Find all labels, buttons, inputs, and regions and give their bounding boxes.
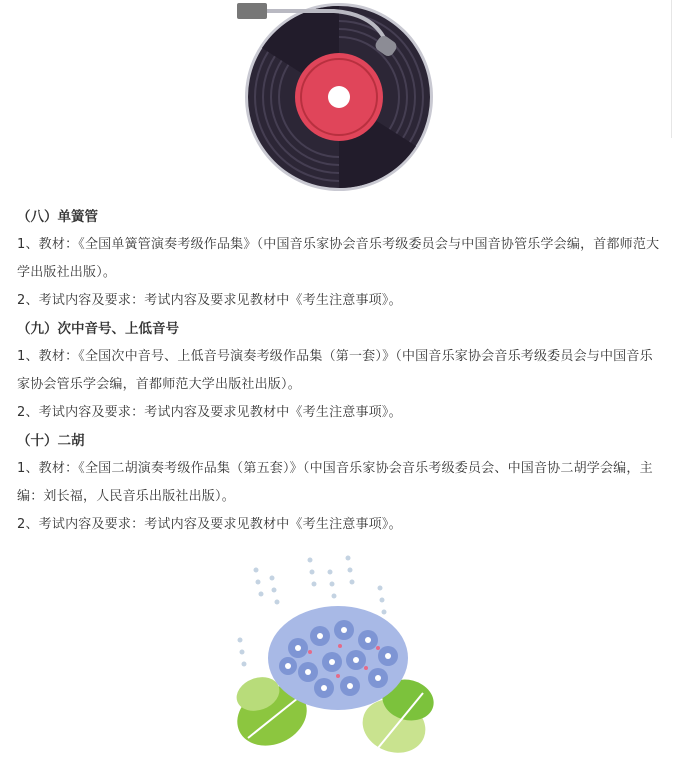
vinyl-record-illustration <box>234 0 444 195</box>
section-title: （十）二胡 <box>17 433 85 449</box>
paragraph: 1、教材：《全国二胡演奏考级作品集（第五套）》（中国音乐家协会音乐考级委员会、中国音协二胡学会编，主编：刘长福，人民音乐出版社出版）。 <box>17 461 653 504</box>
section-title: （八）单簧管 <box>17 209 98 225</box>
paragraph: 2、考试内容及要求：考试内容及要求见教材中《考生注意事项》。 <box>17 405 402 420</box>
scrollbar-track[interactable] <box>671 0 680 138</box>
paragraph: 1、教材：《全国次中音号、上低音号演奏考级作品集（第一套）》（中国音乐家协会音乐考级委员会与中国音乐家协会管乐学会编，首都师范大学出版社出版）。 <box>17 349 653 392</box>
section-euphonium <box>17 315 665 427</box>
article-content <box>17 203 665 539</box>
paragraph: 2、考试内容及要求：考试内容及要求见教材中《考生注意事项》。 <box>17 293 402 308</box>
section-clarinet <box>17 203 665 315</box>
hydrangea-illustration <box>228 548 448 761</box>
paragraph: 1、教材：《全国单簧管演奏考级作品集》（中国音乐家协会音乐考级委员会与中国音协管乐学会编，首都师范大学出版社出版）。 <box>17 237 660 280</box>
paragraph: 2、考试内容及要求：考试内容及要求见教材中《考生注意事项》。 <box>17 517 402 532</box>
section-title: （九）次中音号、上低音号 <box>17 321 179 337</box>
section-erhu <box>17 427 665 539</box>
